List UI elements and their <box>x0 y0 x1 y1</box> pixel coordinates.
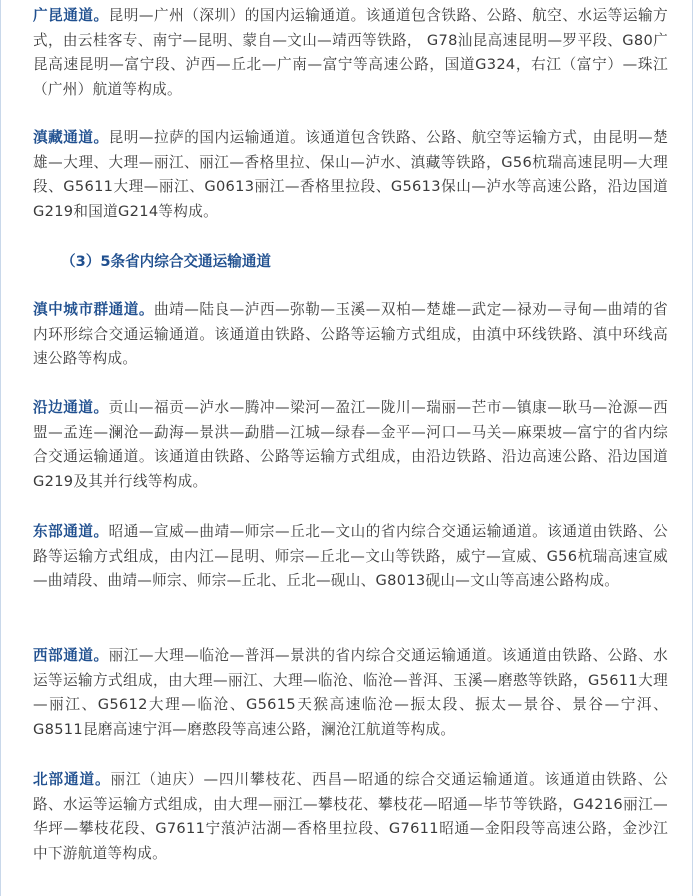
paragraph-lead: 东部通道。 <box>33 523 109 540</box>
paragraph-lead: 西部通道。 <box>33 647 109 664</box>
paragraph-body: 昆明—广州（深圳）的国内运输通道。该通道包含铁路、公路、航空、水运等运输方式，由云桂客专、南宁—昆明、蒙自—文山—靖西等铁路， G78汕昆高速昆明—罗平段、G80广昆高速昆明—富宁段、泸西—丘北—广南—富宁等高速公路，国道G324，右江（富宁）—珠江（广州）航道等构成。 <box>33 7 668 98</box>
paragraph-body: 昭通—宣威—曲靖—师宗—丘北—文山的省内综合交通运输通道。该通道由铁路、公路等运输方式组成，由内江—昆明、师宗—丘北—文山等铁路，威宁—宣威、G56杭瑞高速宣威—曲靖段、曲靖—师宗、师宗—丘北、丘北—砚山、G8013砚山—文山等高速公路构成。 <box>33 523 668 590</box>
paragraph-body: 贡山—福贡—泸水—腾冲—梁河—盈江—陇川—瑞丽—芒市—镇康—耿马—沧源—西盟—孟连—澜沧—勐海—景洪—勐腊—江城—绿春—金平—河口—马关—麻栗坡—富宁的省内综合交通运输通道。该通道由铁路、公路等运输方式组成，由沿边铁路、沿边高速公路、沿边国道G219及其并行线等构成。 <box>33 399 668 490</box>
paragraph-dianzang-corridor <box>33 126 668 224</box>
paragraph-body: 昆明—拉萨的国内运输通道。该通道包含铁路、公路、航空等运输方式，由昆明—楚雄—大理、大理—丽江、丽江—香格里拉、保山—泸水、滇藏等铁路，G56杭瑞高速昆明—大理段、G5611大理—丽江、G0613丽江—香格里拉段、G5613保山—泸水等高速公路，沿边国道G219和国道G214等构成。 <box>33 129 668 220</box>
section-heading: （3）5条省内综合交通运输通道 <box>61 253 272 270</box>
paragraph-guangkun-corridor <box>33 4 668 102</box>
paragraph-lead: 沿边通道。 <box>33 399 109 416</box>
paragraph-lead: 滇中城市群通道。 <box>33 301 154 318</box>
paragraph-body: 曲靖—陆良—泸西—弥勒—玉溪—双柏—楚雄—武定—禄劝—寻甸—曲靖的省内环形综合交通运输通道。该通道由铁路、公路等运输方式组成，由滇中环线铁路、滇中环线高速公路等构成。 <box>33 301 668 368</box>
paragraph-lead: 滇藏通道。 <box>33 129 109 146</box>
paragraph-northern-corridor <box>33 768 668 866</box>
paragraph-body: 丽江—大理—临沧—普洱—景洪的省内综合交通运输通道。该通道由铁路、公路、水运等运输方式组成，由大理—丽江、大理—临沧、临沧—普洱、玉溪—磨憨等铁路，G5611大理—丽江、G5612大理—临沧、G5615天猴高速临沧—振太段、振太—景谷、景谷—宁洱、G8511昆磨高速宁洱—磨憨段等高速公路，澜沧江航道等构成。 <box>33 647 668 738</box>
paragraph-border-corridor <box>33 396 668 494</box>
paragraph-central-yunnan-corridor <box>33 298 668 372</box>
paragraph-lead: 广昆通道。 <box>33 7 109 24</box>
paragraph-body: 丽江（迪庆）—四川攀枝花、西昌—昭通的综合交通运输通道。该通道由铁路、公路、水运等运输方式组成，由大理—丽江—攀枝花、攀枝花—昭通—毕节等铁路，G4216丽江—华坪—攀枝花段、G7611宁蒗泸沽湖—香格里拉段、G7611昭通—金阳段等高速公路，金沙江中下游航道等构成。 <box>33 771 668 862</box>
paragraph-lead: 北部通道。 <box>33 771 111 788</box>
paragraph-western-corridor <box>33 644 668 742</box>
paragraph-eastern-corridor <box>33 520 668 594</box>
